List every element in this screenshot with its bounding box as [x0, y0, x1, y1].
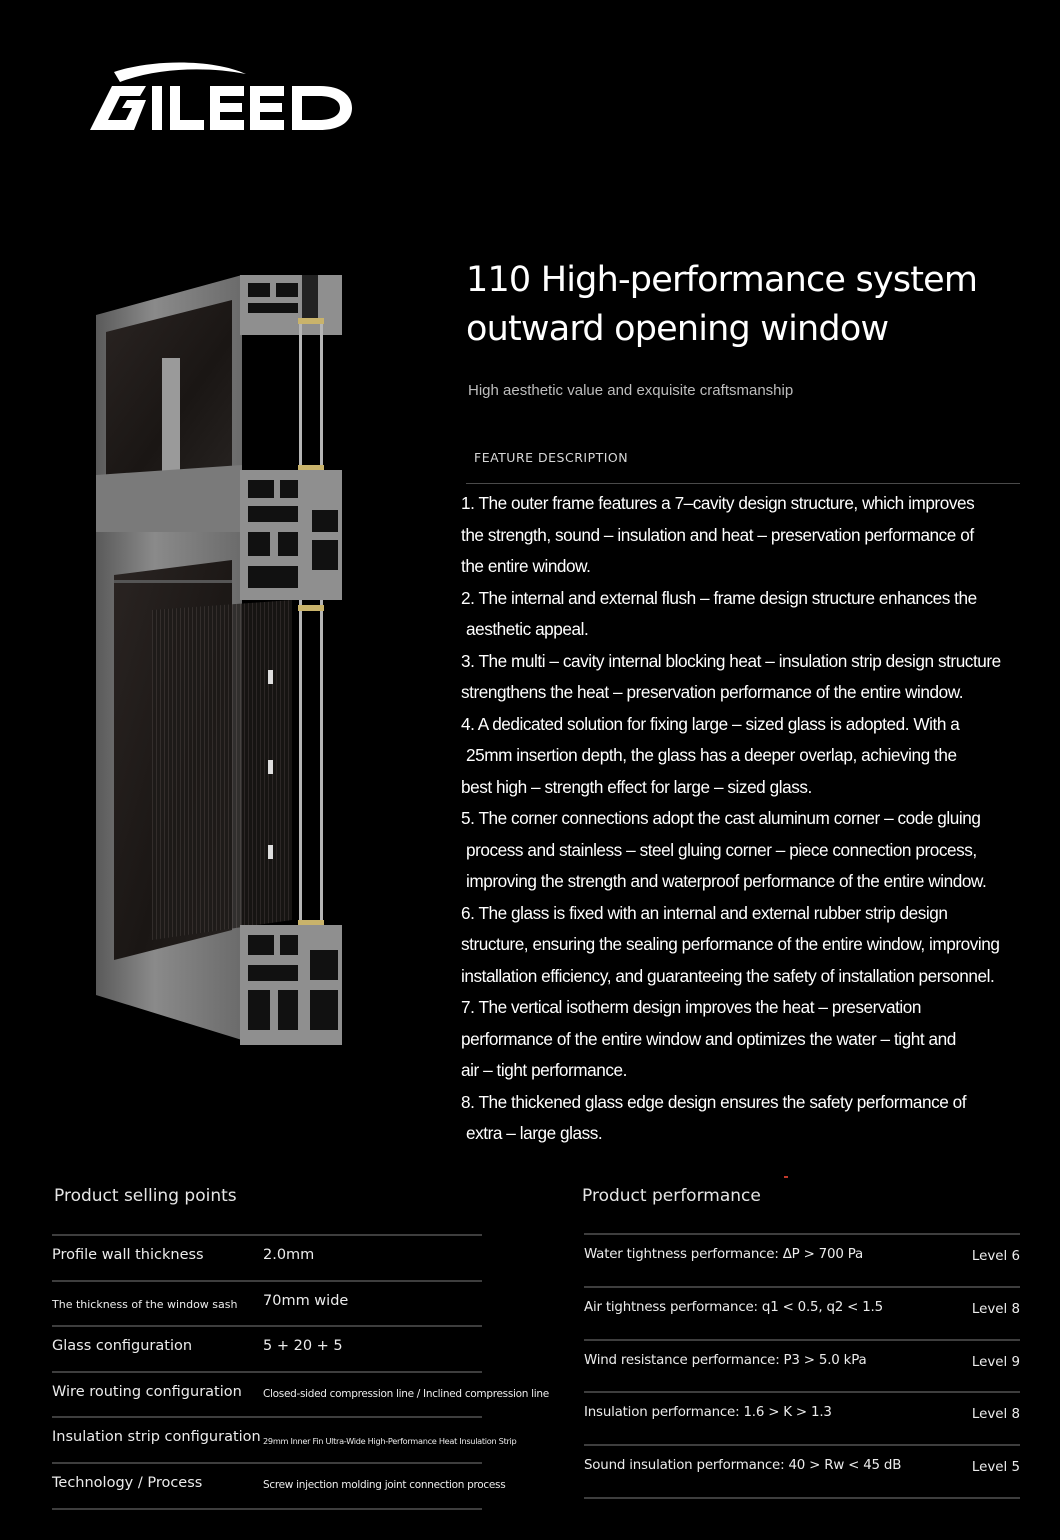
selling-point-label: Wire routing configuration — [52, 1383, 242, 1400]
feature-line: aesthetic appeal. — [466, 619, 589, 639]
performance-level: Level 8 — [971, 1407, 1020, 1423]
selling-point-label: Insulation strip configuration — [52, 1429, 261, 1446]
feature-line: the strength, sound – insulation and heat – preservation performance of — [461, 524, 974, 545]
selling-point-label: Technology / Process — [52, 1474, 203, 1491]
feature-line: structure, ensuring the sealing performance of the entire window, improving — [461, 934, 1000, 954]
feature-heading: FEATURE DESCRIPTION — [474, 450, 629, 465]
table-row — [52, 1371, 549, 1417]
page-subtitle: High aesthetic value and exquisite craftsmanship — [468, 382, 794, 399]
title-line-2: outward opening window — [466, 309, 889, 349]
feature-line: 25mm insertion depth, the glass has a deeper overlap, achieving the — [466, 745, 957, 765]
feature-line: best high – strength effect for large – sized glass. — [461, 776, 812, 797]
feature-line: strengthens the heat – preservation performance of the entire window. — [461, 682, 964, 702]
performance-level: Level 8 — [971, 1301, 1020, 1317]
table-row — [584, 1391, 1020, 1444]
selling-points-title: Product selling points — [54, 1186, 237, 1206]
feature-line: 8. The thickened glass edge design ensures the safety performance of — [461, 1091, 967, 1112]
feature-line: performance of the entire window and optimizes the water – tight and — [461, 1028, 956, 1049]
table-row — [584, 1286, 1020, 1339]
table-row — [52, 1416, 517, 1462]
table-row — [584, 1339, 1020, 1392]
feature-line: 1. The outer frame features a 7–cavity design structure, which improves — [461, 493, 975, 513]
feature-line: 2. The internal and external flush – frame design structure enhances the — [461, 587, 977, 608]
performance-label: Wind resistance performance: P3 > 5.0 kPa — [584, 1352, 867, 1368]
table-row — [52, 1280, 482, 1326]
feature-list — [461, 488, 1051, 1150]
selling-point-value: Screw injection molding joint connection process — [263, 1478, 506, 1491]
feature-line: installation efficiency, and guaranteeing the safety of installation personnel. — [461, 965, 995, 986]
performance-label: Air tightness performance: q1 < 0.5, q2 < 1.5 — [584, 1299, 883, 1315]
selling-point-label: Profile wall thickness — [52, 1247, 204, 1263]
feature-line: 3. The multi – cavity internal blocking heat – insulation strip design structure — [461, 650, 1001, 671]
performance-table — [584, 1233, 1020, 1499]
performance-title: Product performance — [582, 1186, 761, 1206]
feature-line: the entire window. — [461, 556, 591, 576]
feature-line: improving the strength and waterproof performance of the entire window. — [466, 871, 987, 891]
selling-point-value: 5 + 20 + 5 — [263, 1338, 343, 1355]
performance-label: Water tightness performance: ΔP > 700 Pa — [584, 1247, 863, 1262]
page-title — [466, 256, 1026, 354]
selling-point-value: 29mm Inner Fin Ultra-Wide High-Performance Heat Insulation Strip — [263, 1436, 517, 1447]
selling-point-value: Closed-sided compression line / Inclined compression line — [263, 1387, 549, 1400]
feature-line: extra – large glass. — [466, 1123, 603, 1143]
selling-point-value: 2.0mm — [263, 1247, 315, 1263]
selling-point-value: 70mm wide — [263, 1292, 349, 1309]
table-row — [52, 1234, 482, 1280]
feature-line: 4. A dedicated solution for fixing large – sized glass is adopted. With a — [461, 713, 960, 734]
performance-level: Level 9 — [971, 1354, 1020, 1370]
title-line-1: 110 High-performance system — [466, 260, 978, 300]
performance-level: Level 5 — [971, 1460, 1020, 1476]
table-row — [52, 1325, 482, 1371]
feature-line: process and stainless – steel gluing corner – piece connection process, — [466, 839, 977, 860]
performance-label: Insulation performance: 1.6 > K > 1.3 — [584, 1405, 832, 1421]
table-row — [52, 1462, 506, 1510]
feature-divider — [466, 483, 1020, 484]
decorative-mark — [784, 1176, 788, 1178]
window-cross-section-image — [92, 270, 347, 1055]
table-row — [584, 1233, 1020, 1286]
performance-label: Sound insulation performance: 40 > Rw < 45 dB — [584, 1458, 902, 1474]
feature-line: 7. The vertical isotherm design improves the heat – preservation — [461, 997, 922, 1017]
table-row — [584, 1444, 1020, 1499]
selling-point-label: Glass configuration — [52, 1338, 193, 1355]
performance-level: Level 6 — [971, 1249, 1020, 1264]
feature-line: air – tight performance. — [461, 1060, 627, 1080]
feature-line: 5. The corner connections adopt the cast aluminum corner – code gluing — [461, 808, 981, 828]
selling-points-table — [52, 1234, 549, 1510]
brand-logo — [86, 62, 358, 138]
feature-line: 6. The glass is fixed with an internal and external rubber strip design — [461, 902, 948, 923]
selling-point-label: The thickness of the window sash — [52, 1297, 238, 1311]
